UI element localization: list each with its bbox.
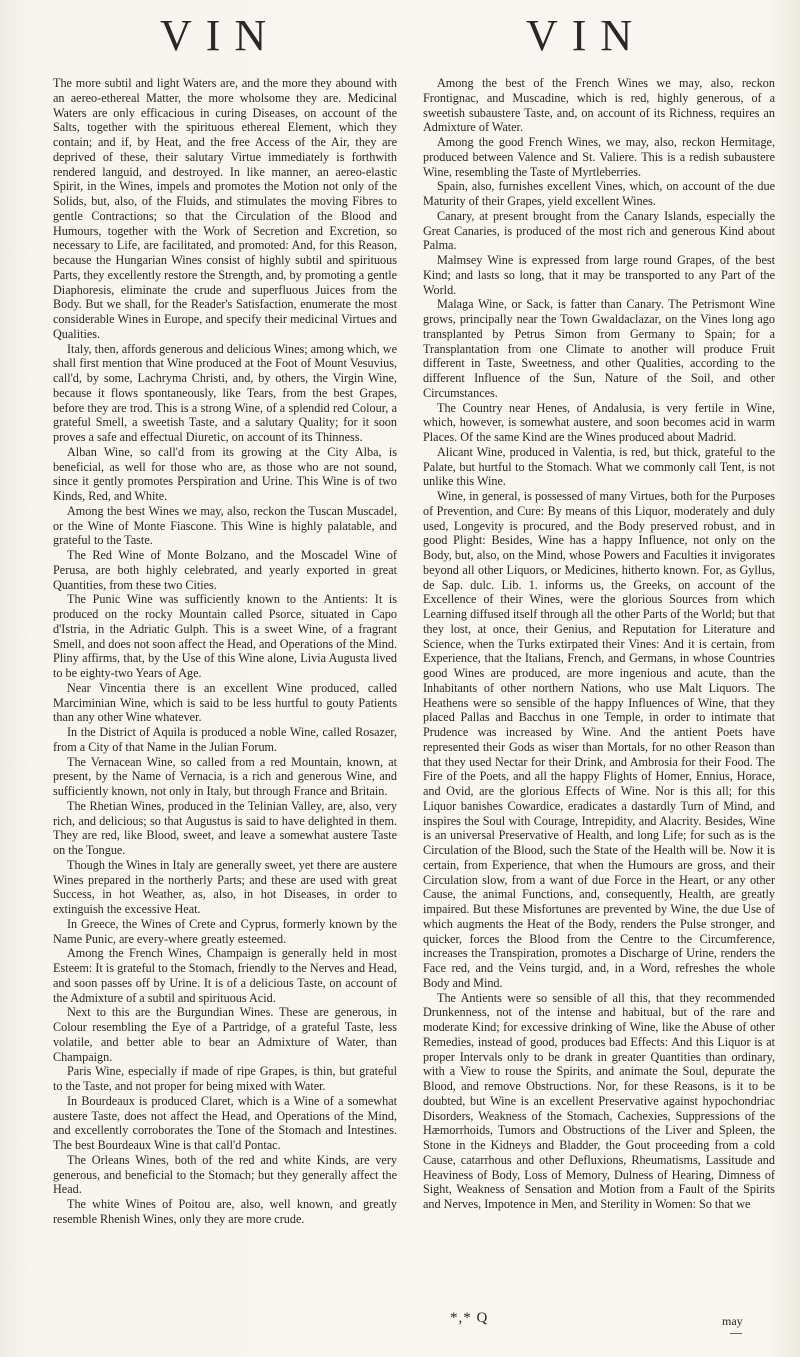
paragraph: In Bourdeaux is produced Claret, which is a Wine of a somewhat austere Taste, does not affect the Head, and Operations of the Mind, and excellently corroborates the Tone of the Stomach and Intestines. The best Bourdeaux Wine is that call'd Pontac. <box>53 1093 397 1152</box>
paragraph: Spain, also, furnishes excellent Vines, which, on account of the due Maturity of their Grapes, yield excellent Wines. <box>423 179 775 208</box>
paragraph: The Antients were so sensible of all this, that they recommended Drunkenness, not of the intense and habitual, but of the rare and moderate Kind; for excessive drinking of Wine, like the Abuse of other Remedies, instead of good, produces bad Effects: And this Liquor is at proper Intervals only to be drank in greater Quantities than ordinary, with a View to rouse the Spirits, and animate the Soul, depurate the Blood, and remove Obstructions. Nor, for these Reasons, is it to be doubted, but Wine is an excellent Preservative against hypochondriac Disorders, Weakness of the Stomach, Cachexies, Suppressions of the Hæmorrhoids, Tumors and Obstructions of the Liver and Spleen, the Stone in the Kidneys and Bladder, the Gout proceeding from a cold Cause, catarrhous and other Defluxions, Rheumatisms, Lassitude and Heaviness of Body, Loss of Memory, Dulness of Hearing, Dimness of Sight, Weakness of Sensation and Motion from a Fault of the Spirits and Nerves, Impotence in Men, and Sterility in Women: So that we <box>423 990 775 1211</box>
paragraph: Among the French Wines, Champaign is generally held in most Esteem: It is grateful to the Stomach, friendly to the Nerves and Head, and soon passes off by Urine. It is of a delicious Taste, on account of the Admixture of a subtil and spirituous Acid. <box>53 946 397 1005</box>
paragraph: The Vernacean Wine, so called from a red Mountain, known, at present, by the Name of Vernacia, is a rich and generous Wine, and sufficiently known, not only in Italy, but through France and Britain. <box>53 754 397 798</box>
paragraph: Malaga Wine, or Sack, is fatter than Canary. The Petrismont Wine grows, principally near the Town Gwaldaclazar, on the Vines long ago transplanted by Petrus Simon from Germany to Spain; for a Transplantation from one Climate to another will produce Fruit different in Taste, Sweetness, and other Qualities, according to the different Influence of the Sun, Nature of the Soil, and other Circumstances. <box>423 297 775 400</box>
paragraph: Wine, in general, is possessed of many Virtues, both for the Purposes of Prevention, and Cure: By means of this Liquor, moderately and duly used, Longevity is procured, and the Body preserved robust, and in good Plight: Besides, Wine has a happy Influence, not only on the Body, but, also, on the Mind, whose Powers and Faculties it invigorates beyond all other Liquors, or Medicines, hitherto known. For, as Gyllus, de Sap. dulc. Lib. 1. informs us, the Greeks, on account of the Excellence of their Wines, were the glorious Sources from which Learning diffused itself through all the other Parts of the World; but that they lost, at once, their Genius, and Reputation for Literature and Science, when the Turks extirpated their Vines: And it is certain, from Experience, that the Italians, French, and Germans, in whose Countries good Wines are produced, are more ingenious and acute, than the Inhabitants of other northern Nations, who use Malt Liquors. The Heathens were so sensible of the happy Influences of Wine, that they placed Pallas and Bacchus in one Temple, in order to intimate that Prudence was increased by Wine. And the antient Poets have represented their Gods as wiser than Mortals, for no other Reason than that they used Nectar for their Drink, and Ambrosia for their Food. The Fire of the Poets, and all the happy Flights of Homer, Ennius, Horace, and Ovid, are the glorious Effects of Wine. Nor is this all; for this Liquor banishes Cowardice, eradicates a dastardly Turn of Mind, and inspires the Soul with Courage, Intrepidity, and Alacrity. Besides, Wine is an universal Preservative of Health, and long Life; for such as is the Circulation of the Blood, such the State of the Health will be. Now it is certain, from Experience, that when the Humours are gross, and their Circulation slow, from a want of due Force in the Heart, or any other Cause, the animal Functions, and, consequently, Health, are greatly impaired. But these Misfortunes are prevented by Wine, the due Use of which augments the Heat of the Body, renders the Pulse stronger, and quicker, forces the Blood from the Centre to the Circumference, increases the Transpiration, promotes a Discharge of Urine, renders the Face red, and the Veins turgid, and, in a Word, refreshes the whole Body and Mind. <box>423 489 775 990</box>
paragraph: In Greece, the Wines of Crete and Cyprus, formerly known by the Name Punic, are every-where greatly esteemed. <box>53 916 397 946</box>
right-text-column <box>423 76 775 1212</box>
catchword: may <box>722 1314 743 1328</box>
running-head-left: VIN <box>160 11 281 60</box>
paragraph: Among the best of the French Wines we may, also, reckon Frontignac, and Muscadine, which is red, highly generous, of a sweetish subaustere Taste, and, on account of its Richness, requires an Admixture of Water. <box>423 76 775 135</box>
paragraph: Next to this are the Burgundian Wines. These are generous, in Colour resembling the Eye of a Partridge, of a grateful Taste, less volatile, and better able to bear an Admixture of Water, than Champaign. <box>53 1005 397 1064</box>
paragraph: The white Wines of Poitou are, also, well known, and greatly resemble Rhenish Wines, only they are more crude. <box>53 1197 397 1226</box>
paragraph: Paris Wine, especially if made of ripe Grapes, is thin, but grateful to the Taste, and not proper for being mixed with Water. <box>53 1064 397 1093</box>
paragraph: Near Vincentia there is an excellent Wine produced, called Marciminian Wine, which is said to be less hurtful to gouty Patients than any other Wine whatever. <box>53 680 397 725</box>
paragraph: The Red Wine of Monte Bolzano, and the Moscadel Wine of Perusa, are both highly celebrated, and yearly exported in great Quantities, from these two Cities. <box>53 548 397 592</box>
paragraph: The Country near Henes, of Andalusia, is very fertile in Wine, which, however, is somewhat austere, and soon becomes acid in warm Places. Of the same Kind are the Wines produced about Madrid. <box>423 400 775 444</box>
paragraph: Canary, at present brought from the Canary Islands, especially the Great Canaries, is produced of the most rich and generous Kind about Palma. <box>423 208 775 253</box>
paragraph: Though the Wines in Italy are generally sweet, yet there are austere Wines prepared in the northerly Parts; and these are used with great Success, in hot Weather, as, also, in hot Diseases, in order to extinguish the excessive Heat. <box>53 857 397 916</box>
left-text-column <box>53 76 397 1227</box>
paragraph: The Rhetian Wines, produced in the Telinian Valley, are, also, very rich, and delicious; so that Augustus is said to have delighted in them. They are red, like Blood, sweet, and leave a somewhat austere Taste on the Tongue. <box>53 798 397 857</box>
paragraph: Among the good French Wines, we may, also, reckon Hermitage, produced between Valence and St. Valiere. This is a redish subaustere Wine, resembling the Taste of Myrtleberries. <box>423 135 775 179</box>
paragraph: In the District of Aquila is produced a noble Wine, called Rosazer, from a City of that Name in the Julian Forum. <box>53 725 397 754</box>
paragraph: The Orleans Wines, both of the red and white Kinds, are very generous, and beneficial to the Stomach; but they generally affect the Head. <box>53 1152 397 1197</box>
paragraph: Among the best Wines we may, also, reckon the Tuscan Muscadel, or the Wine of Monte Fiascone. This Wine is highly palatable, and grateful to the Taste. <box>53 503 397 548</box>
paragraph: Malmsey Wine is expressed from large round Grapes, of the best Kind; and lasts so long, that it may be transported to any Part of the World. <box>423 253 775 297</box>
signature-mark: *,* Q <box>450 1310 489 1326</box>
paragraph: Italy, then, affords generous and delicious Wines; among which, we shall first mention that Wine produced at the Foot of Mount Vesuvius, call'd, by some, Lachryma Christi, and, by others, the Virgin Wine, because it flows spontaneously, like Tears, from the best Grapes, before they are trod. This is a strong Wine, of a splendid red Colour, a grateful Smell, a sweetish Taste, and a salutary Quality; for it soon proves a safe and effectual Diuretic, on account of its Thinness. <box>53 341 397 444</box>
paragraph: Alicant Wine, produced in Valentia, is red, but thick, grateful to the Palate, but hurtful to the Stomach. What we commonly call Tent, is not unlike this Wine. <box>423 444 775 489</box>
paragraph: Alban Wine, so call'd from its growing at the City Alba, is beneficial, as well for those who are, as those who are not sound, since it gently promotes Perspiration and Urine. This Wine is of two Kinds, Red, and White. <box>53 444 397 503</box>
printer-mark <box>730 1333 742 1334</box>
paragraph: The more subtil and light Waters are, and the more they abound with an aereo-ethereal Matter, the more wholsome they are. Medicinal Waters are only efficacious in curing Diseases, on account of the Salts, together with the spirituous ethereal Element, which they contain; and if, by Heat, and the free Access of the Air, they are deprived of these, their salutary Virtue immediately is forthwith rendered languid, and destroyed. In like manner, an aereo-elastic Spirit, in the Wines, impels and promotes the Motion not only of the Solids, but, also, of the Fluids, and stimulates the moving Fibres to gentle Contractions; so that the Circulation of the Blood and Humours, together with the Work of Secretion and Excretion, so necessary to Life, are facilitated, and promoted: And, for this Reason, because the Hungarian Wines consist of highly subtil and spirituous Parts, they excellently restore the Strength, and, by promoting a gentle Diaphoresis, eliminate the crude and superfluous Juices from the Body. But we shall, for the Reader's Satisfaction, enumerate the most considerable Wines in Europe, and specify their medicinal Virtues and Qualities. <box>53 76 397 341</box>
running-head-right: VIN <box>526 11 647 60</box>
paragraph: The Punic Wine was sufficiently known to the Antients: It is produced on the rocky Mountain called Psorce, situated in Capo d'Istria, in the Adriatic Gulph. This is a sweet Wine, of a fragrant Smell, and does not soon affect the Head, and Operations of the Mind. Pliny affirms, that, by the Use of this Wine alone, Livia Augusta lived to be eighty-two Years of Age. <box>53 592 397 680</box>
